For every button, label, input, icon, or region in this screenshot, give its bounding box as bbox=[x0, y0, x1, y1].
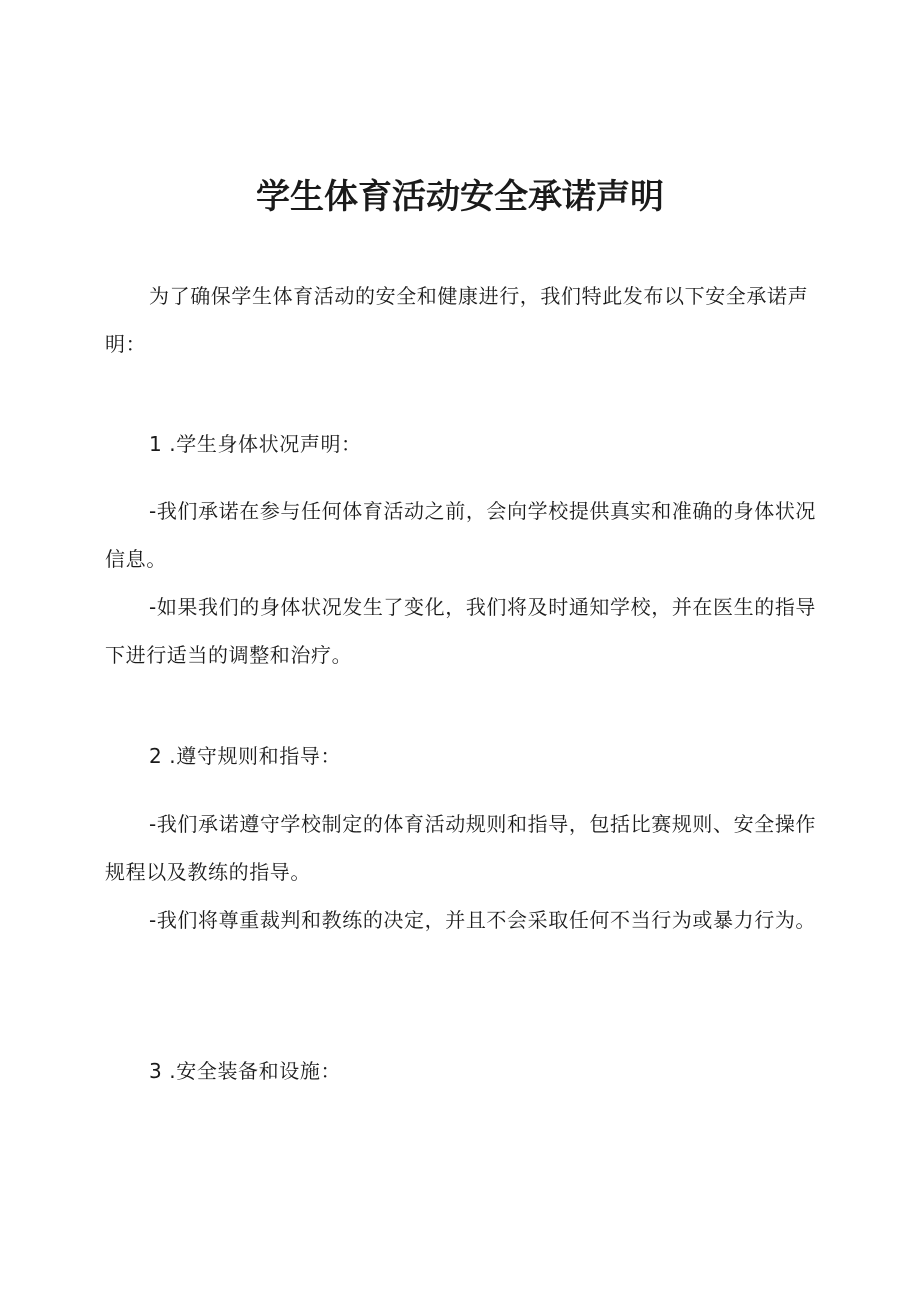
section-1-item-2: -如果我们的身体状况发生了变化，我们将及时通知学校，并在医生的指导下进行适当的调整和治疗。 bbox=[105, 595, 817, 667]
intro-paragraph: 为了确保学生体育活动的安全和健康进行，我们特此发布以下安全承诺声明： bbox=[105, 284, 809, 356]
section-1-item-1: -我们承诺在参与任何体育活动之前，会向学校提供真实和准确的身体状况信息。 bbox=[105, 499, 817, 571]
section-heading-3: 3 .安全装备和设施： bbox=[149, 1059, 342, 1083]
section-2-item-2: -我们将尊重裁判和教练的决定，并且不会采取任何不当行为或暴力行为。 bbox=[149, 908, 817, 932]
section-heading-1: 1 .学生身体状况声明： bbox=[149, 432, 362, 456]
section-2-item-1: -我们承诺遵守学校制定的体育活动规则和指导，包括比赛规则、安全操作规程以及教练的指导。 bbox=[105, 812, 817, 884]
section-heading-2: 2 .遵守规则和指导： bbox=[149, 744, 342, 768]
document-title: 学生体育活动安全承诺声明 bbox=[256, 177, 664, 217]
